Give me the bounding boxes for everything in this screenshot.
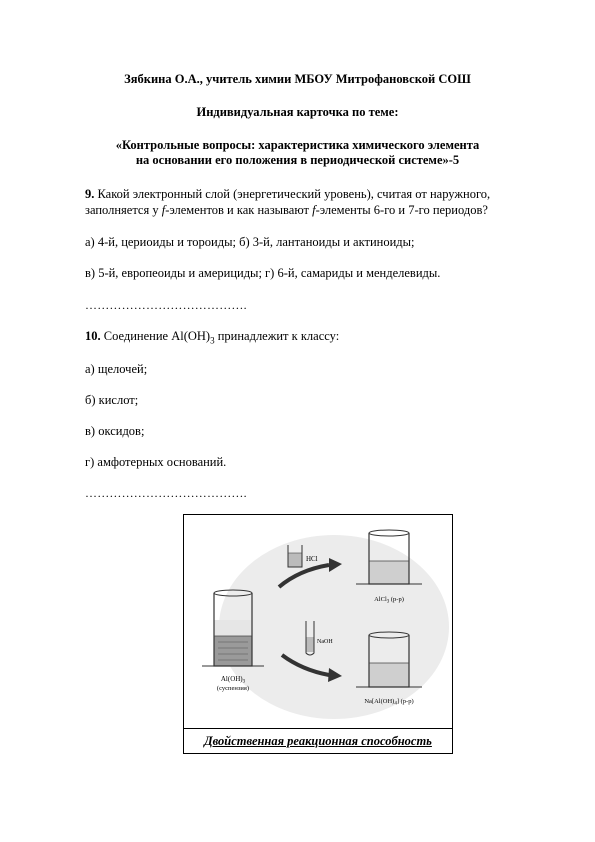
author-line: Зябкина О.А., учитель химии МБОУ Митрофановской СОШ — [124, 72, 471, 86]
question-10-text-b: принадлежит к классу: — [214, 329, 340, 343]
card-title: Индивидуальная карточка по теме: — [196, 105, 399, 119]
left-product-sublabel: (суспензия) — [216, 685, 250, 692]
left-product-label: $Al(OH)_3$ — [220, 675, 246, 685]
product-bottom-label: $Na[Al(OH)_4]$ (р-р) — [364, 698, 414, 707]
question-9-text-c: -элементы 6-го и 7-го периодов? — [315, 203, 488, 217]
reagent-hcl-label: HCl — [306, 555, 318, 563]
question-10-option-b: б) кислот; — [85, 393, 139, 407]
question-10-number: 10. — [85, 329, 101, 343]
question-9-text-a: заполняется у — [85, 203, 162, 217]
figure-svg — [184, 515, 452, 720]
figure-caption — [184, 728, 452, 755]
reaction-figure — [183, 514, 453, 754]
question-10-subscript: 3 — [210, 335, 215, 346]
product-top-label: AlCl$_3$ (р-р) — [374, 596, 404, 605]
figure-illustration — [184, 515, 452, 720]
question-9-options-2: в) 5-й, европеоиды и америциды; г) 6-й, самариды и менделевиды. — [85, 266, 441, 280]
question-9-answer-dots: …………………………………. — [85, 298, 247, 312]
question-10-option-a: а) щелочей; — [85, 362, 148, 376]
reagent-naoh-label: NaOH — [317, 639, 333, 645]
question-10-answer-dots: …………………………………. — [85, 486, 247, 500]
f-symbol: f — [312, 203, 316, 217]
question-9-number: 9. — [85, 187, 95, 201]
figure-caption-text: Двойственная реакционная способность — [204, 734, 432, 748]
question-9-text: Какой электронный слой (энергетический уровень), считая от наружного, — [94, 187, 491, 201]
question-9-line-1 — [85, 187, 490, 202]
question-9-text-b: -элементов и как называют — [165, 203, 313, 217]
topic-line-1: «Контрольные вопросы: характеристика химического элемента — [115, 138, 480, 152]
question-10-line — [85, 329, 339, 346]
question-10-option-c: в) оксидов; — [85, 424, 145, 438]
question-10-option-d: г) амфотерных оснований. — [85, 455, 227, 469]
question-9-options-1: а) 4-й, цериоиды и тороиды; б) 3-й, лантаноиды и актиноиды; — [85, 235, 415, 249]
topic-line-2: на основании его положения в периодической системе»-5 — [135, 153, 460, 167]
f-symbol: f — [161, 203, 166, 217]
question-9-line-2 — [85, 203, 488, 218]
question-10-text-a: Соединение Al(OH) — [100, 329, 211, 343]
